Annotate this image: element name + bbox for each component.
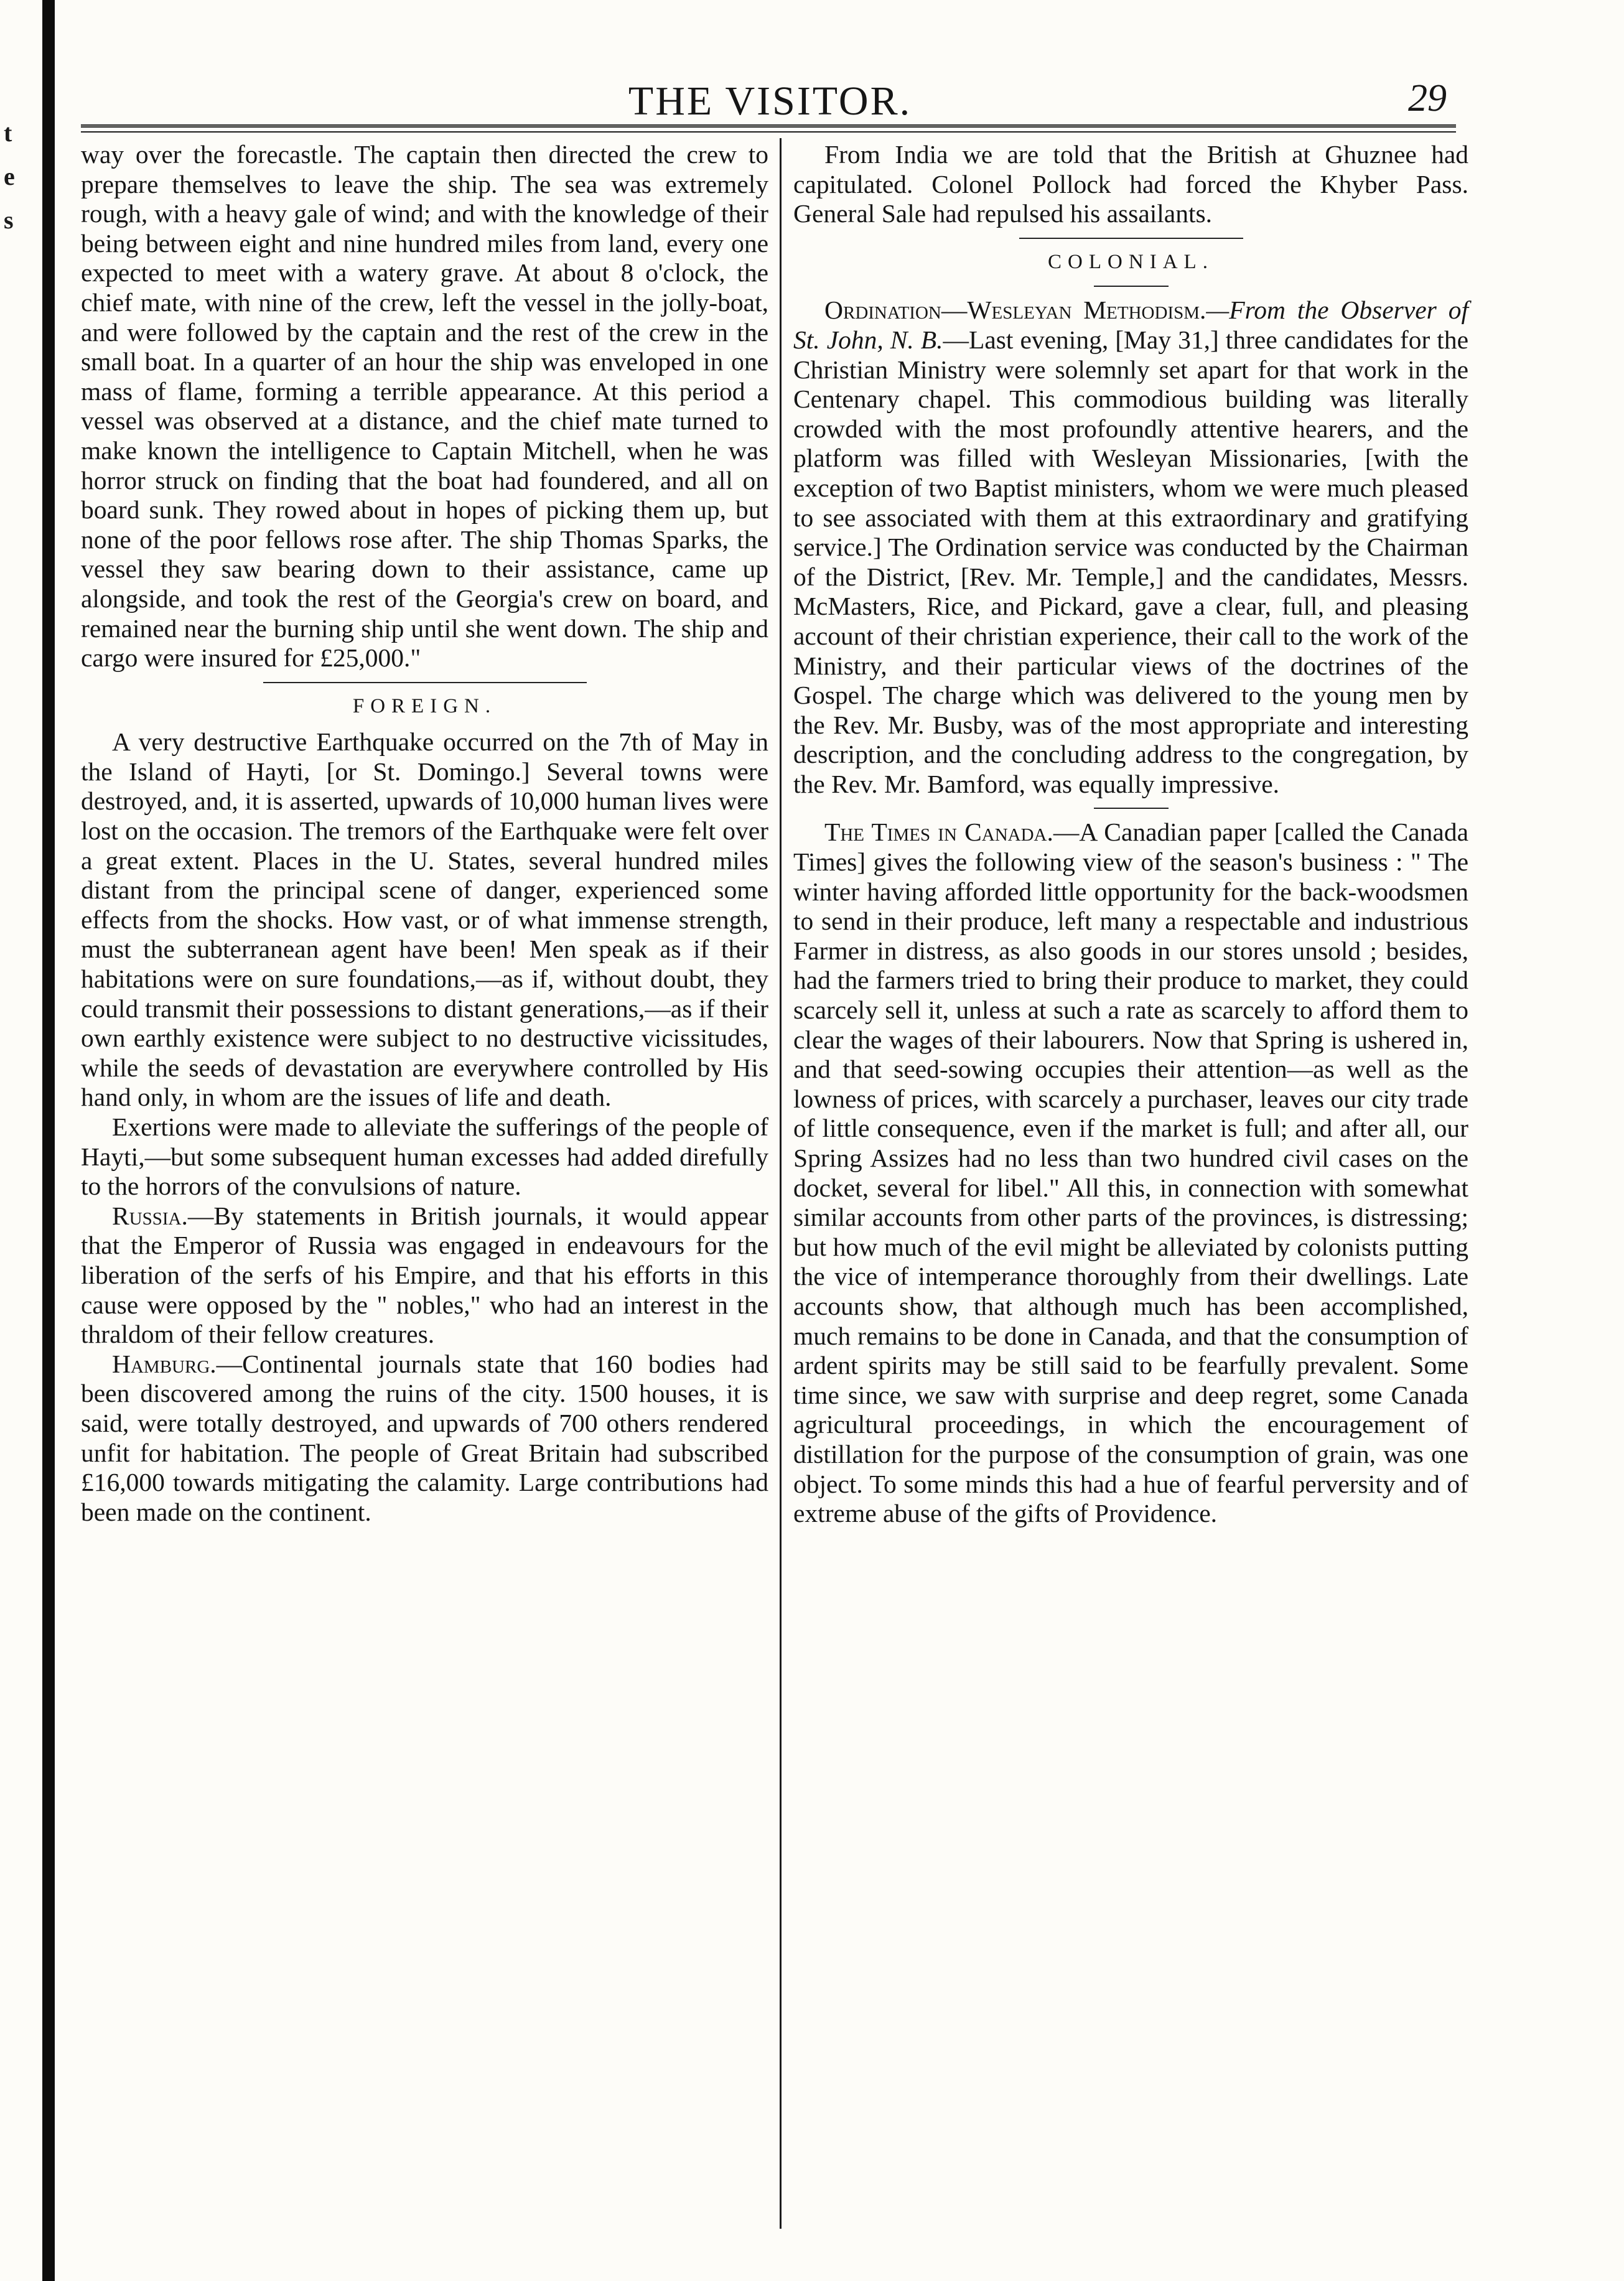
article-body: —Last evening, [May 31,] three candidates for the Christian Ministry were solemnly set apart for that work in the Centenary chapel. This commodious building was literally crowded with the most profoundly attentive hearers, and the platform was filled with Wesleyan Missionaries, [with the exception of two Baptist ministers, whom we were much pleased to see associated with them at this extraordinary and gratifying service.] The Ordination service was conducted by the Chairman of the District, [Rev. Mr. Temple,] and the candidates, Messrs. McMasters, Rice, and Pickard, gave a clear, full, and pleasing account of their christian experience, their call to the work of the Ministry, and their particular views of the doctrines of the Gospel. The charge which was delivered to the young men by the Rev. Mr. Busby, was of the most appropriate and interesting description, and the concluding address to the congregation, by the Rev. Mr. Bamford, was equally impressive.: [793, 325, 1468, 798]
left-margin-fragments: [0, 93, 37, 2240]
article-body: —Continental journals state that 160 bodies had been discovered among the ruins of the city. 1500 houses, it is said, were totally destroyed, and upwards of 700 others rendered unfit for habitation. The people of Great Britain had subscribed £16,000 towards mitigating the calamity. Large contributions had been made on the continent.: [81, 1349, 768, 1526]
left-column: [81, 140, 768, 1527]
article-earthquake: A very destructive Earthquake occurred on the 7th of May in the Island of Hayti, [or St. Domingo.] Several towns were destroyed, and, it is asserted, upwards of 10,000 human lives were lost on the occasion. The tremors of the Earthquake were felt over a great extent. Places in the U. States, several hundred miles distant from the principal scene of danger, experienced some effects from the shocks. How vast, or of what immense strength, must the subterranean agent have been! Men speak as if their habitations were on sure foundations,—as if, without doubt, they could transmit their possessions to distant generations,—as if their own earthly existence were subject to no destructive vicissitudes, while the seeds of devastation are everywhere controlled by His hand only, in whom are the issues of life and death.: [81, 727, 768, 1112]
article-body: —A Canadian paper [called the Canada Times] gives the following view of the season's business : " The winter having afforded little opportunity for the back-woodsmen to send in their produce, left many a respectable and industrious Farmer in distress, as also goods in our stores unsold ; besides, had the farmers tried to bring their produce to market, they could scarcely sell it, unless at such a rate as scarcely to afford them to clear the wages of their labourers. Now that Spring is ushered in, and that seed-sowing occupies their attention—as well as the lowness of prices, with scarcely a purchaser, leaves our city trade of little consequence, even if the market is full; and after all, our Spring Assizes had no less than two hundred civil cases on the docket, several for libel." All this, in connection with somewhat similar accounts from other parts of the provinces, is distressing; but how much of the evil might be alleviated by colonists putting the vice of intemperance thoroughly from their dwellings. Late accounts show, that although much has been accomplished, much remains to be done in Canada, and that the consumption of ardent spirits may be still said to be fearfully prevalent. Some time since, we saw with surprise and deep regret, some Canada agricultural proceedings, in which the encouragement of distillation for the purpose of the consumption of grain, was one object. To some minds this had a hue of fearful perversity and of extreme abuse of the gifts of Providence.: [793, 818, 1469, 1528]
article-continuation: way over the forecastle. The captain then directed the crew to prepare themselves to leave the ship. The sea was extremely rough, with a heavy gale of wind; and with the knowledge of their being between eight and nine hundred miles from land, every one expected to meet with a watery grave. At about 8 o'clock, the chief mate, with nine of the crew, left the vessel in the jolly-boat, and were followed by the captain and the rest of the crew in the small boat. In a quarter of an hour the ship was enveloped in one mass of flame, forming a terrible appearance. At this period a vessel was observed at a distance, and the chief mate turned to make known the intelligence to Captain Mitchell, when he was horror struck on finding that the boat had foundered, and all on board sunk. They rowed about in hopes of picking them up, but none of the poor fellows rose after. The ship Thomas Sparks, the vessel they saw bearing down to their assistance, came up alongside, and took the rest of the Georgia's crew on board, and remained near the burning ship until she went down. The ship and cargo were insured for £25,000.": [81, 140, 768, 673]
right-column: [793, 140, 1468, 1529]
article-exertions: Exertions were made to alleviate the sufferings of the people of Hayti,—but some subsequent human excesses had added direfully to the horrors of the convulsions of nature.: [81, 1113, 768, 1201]
margin-fragment: e: [4, 162, 15, 190]
column-divider: [780, 138, 782, 2229]
margin-fragment: t: [4, 119, 12, 147]
running-title: THE VISITOR.: [628, 78, 912, 124]
book-binding-edge: [42, 0, 55, 2281]
article-india: From India we are told that the British at Ghuznee had capitulated. Colonel Pollock had forced the Khyber Pass. General Sale had repulsed his assailants.: [793, 140, 1468, 228]
heading-rule: [1094, 286, 1169, 287]
article-lead: Russia.: [112, 1201, 188, 1230]
article-lead: Ordination—Wesleyan Methodism.: [824, 296, 1206, 325]
page-header: [93, 72, 1447, 128]
section-rule: [1094, 808, 1169, 809]
article-lead: Hamburg.: [112, 1349, 217, 1378]
section-rule: [1019, 238, 1243, 239]
article-ordination: [793, 296, 1468, 799]
article-lead: The Times in Canada.: [824, 818, 1053, 847]
section-heading-colonial: COLONIAL.: [1048, 250, 1214, 273]
page-number: 29: [1408, 77, 1447, 119]
article-russia: [81, 1201, 768, 1350]
margin-fragment: s: [4, 206, 14, 234]
article-source: —From the Observer of St. John, N. B.: [793, 296, 1468, 354]
header-rule: [81, 124, 1456, 128]
article-body: —By statements in British journals, it would appear that the Emperor of Russia was engaged in endeavours for the liberation of the serfs of his Empire, and that his efforts in this cause were opposed by the " nobles," who had an interest in the thraldom of their fellow creatures.: [81, 1201, 768, 1349]
section-heading-foreign: FOREIGN.: [352, 694, 497, 717]
article-times-in-canada: [793, 818, 1468, 1528]
section-rule: [263, 682, 587, 683]
article-hamburg: [81, 1350, 768, 1528]
